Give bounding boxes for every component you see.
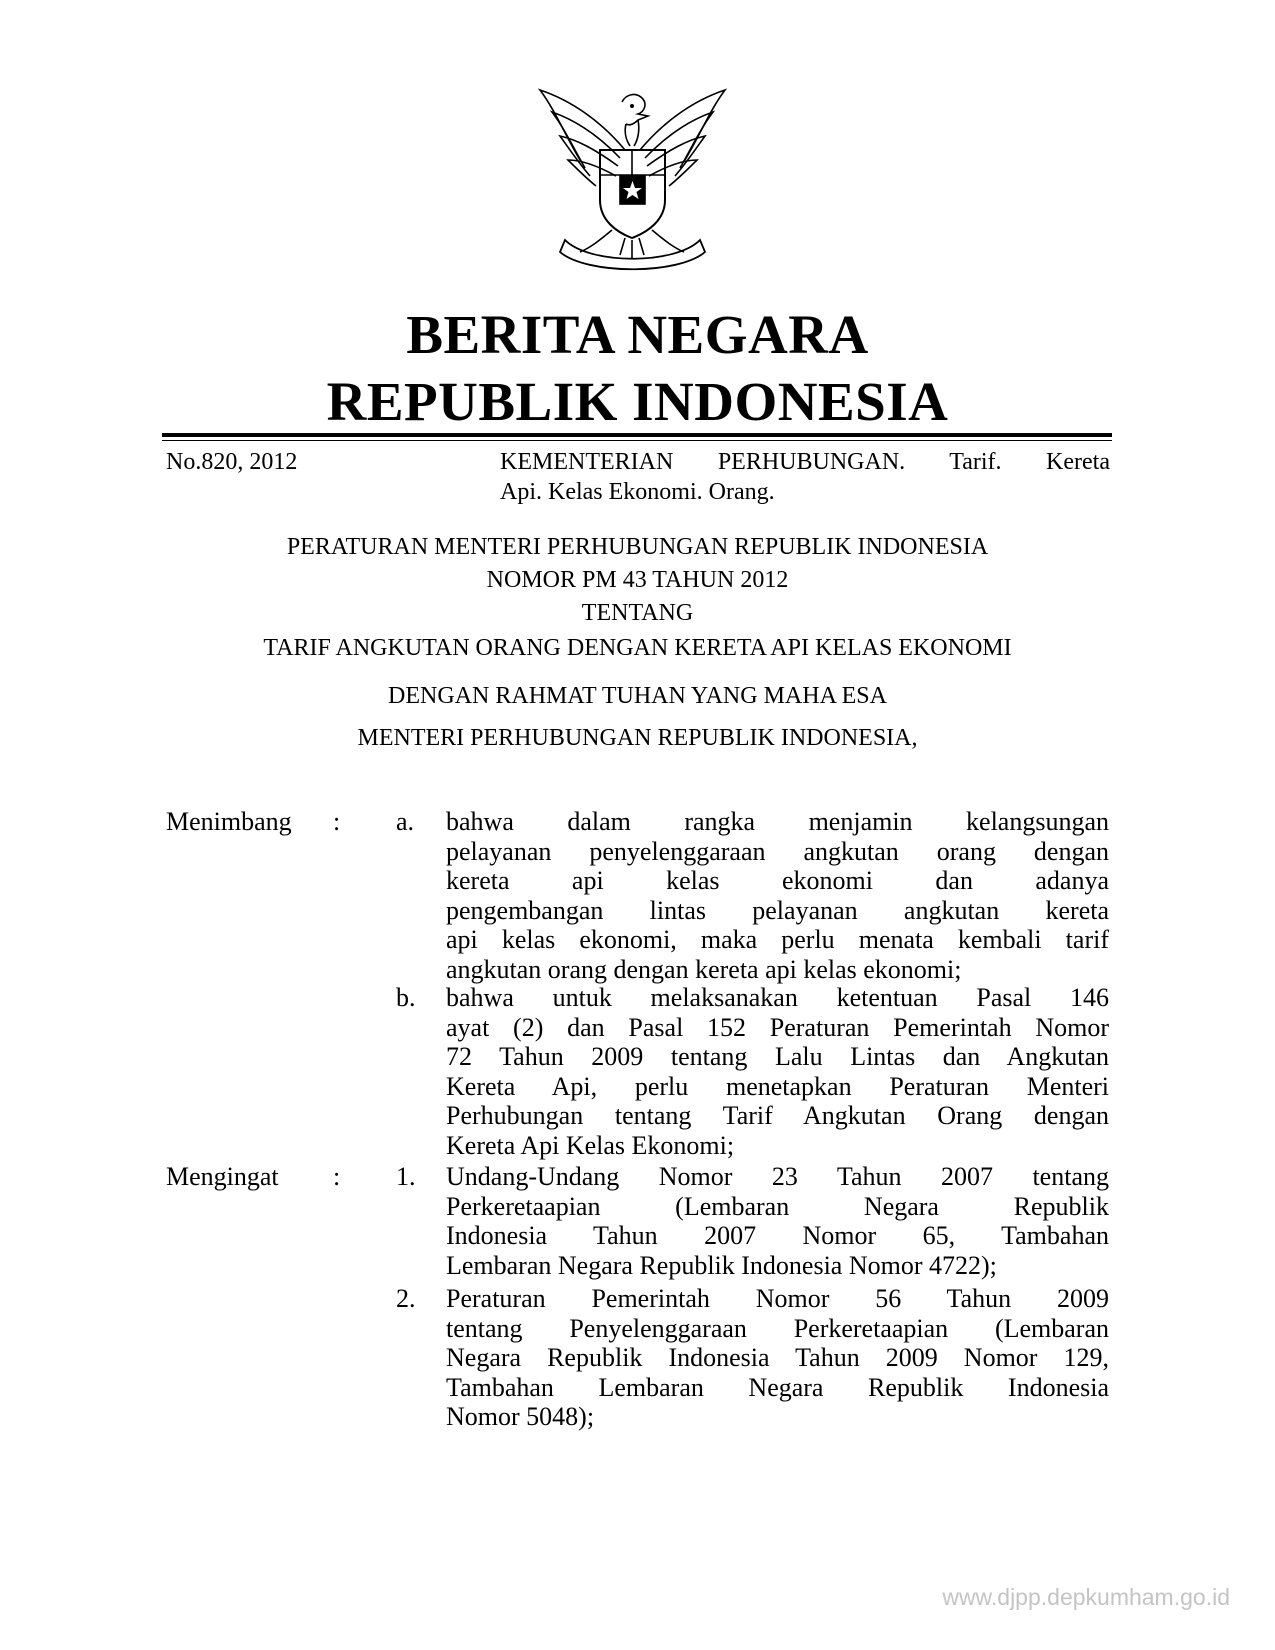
menimbang-colon: : [333,807,341,836]
text-line: Lembaran Negara Republik Indonesia Nomor 4722); [446,1250,997,1280]
regulation-subject: TARIF ANGKUTAN ORANG DENGAN KERETA API KELAS EKONOMI [263,635,1012,661]
text-line: Nomor 5048); [446,1402,595,1432]
text-line: bahwa untuk melaksanakan ketentuan Pasal 146 [446,983,1109,1012]
gazette-subject [500,447,1110,507]
gazette-title-line2: REPUBLIK INDONESIA [326,371,949,432]
item-marker: b. [396,983,416,1012]
text-line: Negara Republik Indonesia Tahun 2009 Nomor 129, [446,1343,1109,1373]
text-line: Perkeretaapian (Lembaran Negara Republik [446,1191,1109,1221]
source-watermark: www.djpp.depkumham.go.id [942,1584,1230,1610]
text-line: Peraturan Pemerintah Nomor 56 Tahun 2009 [446,1284,1109,1313]
mengingat-item-2 [446,1284,1109,1432]
text-line: angkutan orang dengan kereta api kelas ekonomi; [446,954,962,984]
gazette-title-line1: BERITA NEGARA [406,304,869,365]
header-rule [162,433,1112,437]
text-line: Perhubungan tentang Tarif Angkutan Orang dengan [446,1101,1109,1131]
regulation-tentang: TENTANG [581,600,694,626]
mengingat-item-1 [446,1162,1109,1280]
regulation-title: PERATURAN MENTERI PERHUBUNGAN REPUBLIK INDONESIA [286,534,989,560]
mengingat-label: Mengingat [166,1162,279,1191]
text-line: Indonesia Tahun 2007 Nomor 65, Tambahan [446,1221,1109,1251]
invocation: DENGAN RAHMAT TUHAN YANG MAHA ESA [388,683,887,709]
text-line: 72 Tahun 2009 tentang Lalu Lintas dan Angkutan [446,1042,1109,1072]
text-line: Undang-Undang Nomor 23 Tahun 2007 tentang [446,1162,1109,1191]
menimbang-item-a [446,807,1109,985]
gazette-number: No.820, 2012 [166,449,298,475]
header-rule-thin [162,440,1112,441]
text-line: bahwa dalam rangka menjamin kelangsungan [446,807,1109,836]
item-marker: a. [396,807,415,836]
menimbang-label: Menimbang [166,807,292,836]
text-line: Tambahan Lembaran Negara Republik Indonesia [446,1372,1109,1402]
text-line: pengembangan lintas pelayanan angkutan kereta [446,895,1109,925]
subject-line: KEMENTERIAN PERHUBUNGAN. Tarif. Kereta [500,449,1110,475]
item-marker: 2. [396,1284,416,1313]
text-line: api kelas ekonomi, maka perlu menata kembali tarif [446,925,1109,955]
subject-line: Api. Kelas Ekonomi. Orang. [500,479,775,505]
text-line: pelayanan penyelenggaraan angkutan orang dengan [446,836,1109,866]
text-line: Kereta Api, perlu menetapkan Peraturan Menteri [446,1071,1109,1101]
item-marker: 1. [396,1162,416,1191]
garuda-pancasila-emblem-icon [530,80,735,275]
mengingat-colon: : [333,1162,341,1191]
text-line: kereta api kelas ekonomi dan adanya [446,866,1109,896]
text-line: ayat (2) dan Pasal 152 Peraturan Pemerintah Nomor [446,1012,1109,1042]
menimbang-item-b [446,983,1109,1161]
text-line: tentang Penyelenggaraan Perkeretaapian (Lembaran [446,1313,1109,1343]
text-line: Kereta Api Kelas Ekonomi; [446,1130,735,1160]
minister-heading: MENTERI PERHUBUNGAN REPUBLIK INDONESIA, [357,725,918,751]
regulation-number: NOMOR PM 43 TAHUN 2012 [486,567,789,593]
